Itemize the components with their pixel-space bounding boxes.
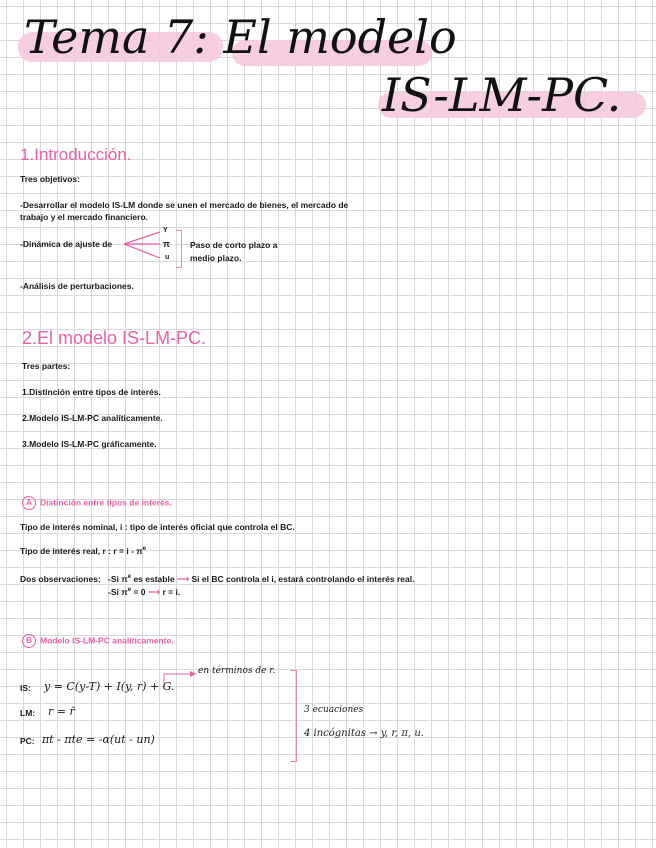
objective-1-line1: -Desarrollar el modelo IS-LM donde se unen el mercado de bienes, el mercado de	[20, 200, 349, 210]
dyn-var-pi: π	[163, 239, 170, 249]
title-line-2: IS-LM-PC.	[382, 68, 622, 122]
dynamics-note-2: medio plazo.	[190, 253, 242, 263]
observation-1: -Si $\pi^e$ es estable ⟶ Si el BC controla el i, estará controlando el interés real.	[108, 574, 415, 584]
arrow-icon: ⟶	[176, 574, 190, 584]
unknowns: 4 incógnitas → y, r, π, u.	[304, 728, 424, 739]
pc-equation: πt - πte = -α(ut - un)	[42, 733, 155, 746]
dyn-var-u: u	[165, 254, 170, 261]
objective-2: -Dinámica de ajuste de	[20, 239, 113, 249]
part-3: 3.Modelo IS-LM-PC gráficamente.	[22, 439, 157, 449]
dyn-var-y: Y	[163, 227, 168, 234]
objective-3: -Análisis de perturbaciones.	[20, 281, 134, 291]
lm-label: LM:	[20, 708, 36, 718]
is-equation: y = C(y-T) + I(y, r) + G.	[44, 680, 175, 693]
is-label: IS:	[20, 683, 31, 693]
subB-marker: B	[22, 634, 36, 648]
objective-1-line2: trabajo y el mercado financiero.	[20, 212, 149, 222]
subA-heading-row	[22, 496, 172, 510]
subB-heading-row	[22, 634, 174, 648]
nominal-rate-def: Tipo de interés nominal, i : tipo de interés oficial que controla el BC.	[20, 522, 295, 532]
dynamics-arrows	[120, 228, 180, 264]
note-in-terms-of-r: en términos de r.	[198, 666, 276, 676]
equations-count: 3 ecuaciones	[304, 705, 364, 715]
part-2: 2.Modelo IS-LM-PC analíticamente.	[22, 413, 163, 423]
subA-heading: Distinción entre tipos de interés.	[40, 497, 172, 508]
subB-heading: Modelo IS-LM-PC analíticamente.	[40, 635, 174, 646]
section1-heading: 1.Introducción.	[20, 145, 132, 164]
dynamics-note-1: Paso de corto plazo a	[190, 240, 278, 250]
lm-equation: r = r̄	[48, 705, 75, 718]
observation-2: -Si $\pi^e = 0$ ⟶ r = i.	[108, 587, 181, 597]
part-1: 1.Distinción entre tipos de interés.	[22, 387, 161, 397]
title-line-1: Tema 7: El modelo	[24, 10, 457, 64]
observations-label: Dos observaciones:	[20, 574, 101, 584]
subA-marker: A	[22, 496, 36, 510]
dynamics-bracket	[176, 230, 182, 268]
pc-label: PC:	[20, 736, 35, 746]
arrow-icon: ⟶	[147, 587, 161, 597]
real-rate-def: Tipo de interés real, r : $r = i - \pi^e$	[20, 546, 147, 556]
objectives-label: Tres objetivos:	[20, 174, 80, 184]
section2-heading: 2.El modelo IS-LM-PC.	[22, 328, 207, 348]
parts-label: Tres partes:	[22, 361, 71, 371]
equations-bracket	[290, 670, 297, 762]
